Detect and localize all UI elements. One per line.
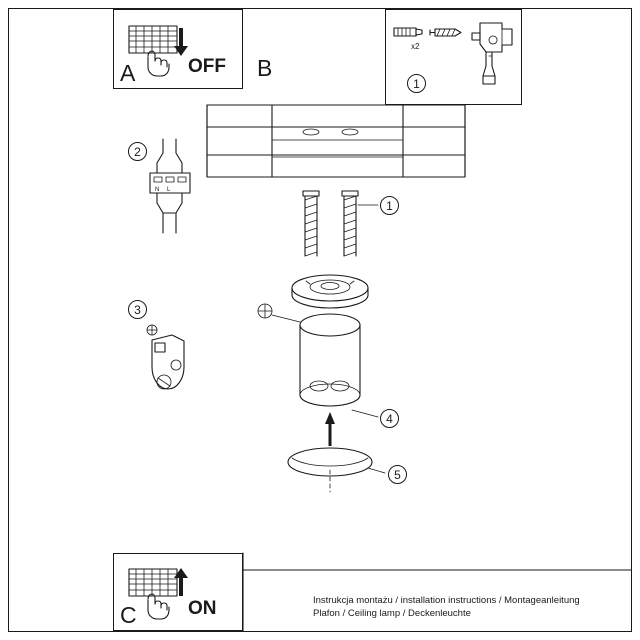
callout-5: 5	[388, 465, 407, 484]
svg-text:N: N	[155, 187, 160, 193]
step-badge-3: 3	[128, 300, 147, 319]
svg-text:L: L	[167, 187, 171, 193]
panel-c-state-label: ON	[188, 598, 217, 619]
callout-4: 4	[380, 409, 399, 428]
footer-line-2: Plafon / Ceiling lamp / Deckenleuchte	[313, 608, 471, 619]
callout-1: 1	[380, 196, 399, 215]
tools-quantity-label: x2	[411, 42, 420, 51]
panel-a-state-label: OFF	[188, 56, 226, 77]
panel-c-letter: C	[120, 602, 137, 628]
footer-line-1: Instrukcja montażu / installation instructions / Montageanleitung	[313, 595, 580, 606]
panel-b-letter: B	[257, 55, 273, 81]
step-badge-2: 2	[128, 142, 147, 161]
step-badge-1-tools: 1	[407, 74, 426, 93]
panel-a-letter: A	[120, 60, 136, 86]
